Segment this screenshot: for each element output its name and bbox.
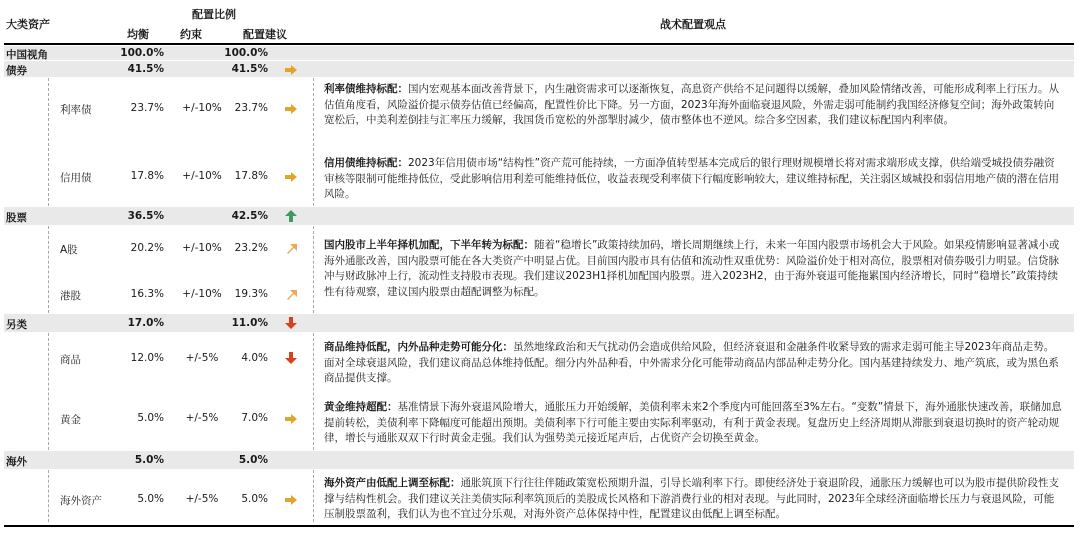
arrow-down-icon [284,317,298,329]
row-label-hk-shares: 港股 [60,290,81,302]
commodities-constraint: +/-5% [185,352,219,364]
alternatives-balanced: 17.0% [127,317,164,329]
row-label-gold: 黄金 [60,414,81,426]
vertical-divider-right [313,226,315,313]
view-title: 利率债维持标配： [324,83,408,95]
vertical-divider-right [313,78,315,206]
a-shares-recommendation: 23.2% [234,242,268,254]
rate-bonds-recommendation: 23.7% [234,102,268,114]
vertical-divider-right [313,333,315,450]
row-label-overseas-assets: 海外资产 [60,495,102,507]
view-text: 随着“稳增长”政策持续加码，增长周期继续上行，未来一年国内股票市场机会大于风险。如果疫情影响显著减小或海外通胀改善，国内股票可能在各大类资产中明显占优。目前国内股市具有估值和流动性双重优势：风险溢价处于相对高位，股票相对债券吸引力明显。信贷脉冲与财政脉冲上行，流动性支持股市表现。我们建议2023H1择机加配国内股票。进入2023H2，由于海外衰退可能拖累国内经济增长，同时“稳增长”政策持续性有待观察，建议国内股票由超配调整为标配。 [324,239,1060,298]
overseas-assets-recommendation: 5.0% [241,493,268,505]
arrow-right-icon [284,103,298,115]
china-recommendation: 100.0% [224,47,268,59]
band-alternatives [4,314,1074,332]
rate-bonds-constraint: +/-10% [182,102,222,114]
arrow-right-icon [284,171,298,183]
vertical-divider-left [48,333,50,450]
header-tactical-view: 战术配置观点 [660,18,726,31]
view-text: 虽然地缘政治和天气扰动仍会造成供给风险，但经济衰退和金融条件收紧导致的需求走弱可能主导2023年商品走势。面对全球衰退风险，我们建议商品总体维持低配。细分内外品种看，中外需求分化可能带动商品内部品种走势分化。国内基建持续发力、地产筑底，或为黑色系商品提供支撑。 [324,341,1059,384]
view-text: 2023年信用债市场“结构性”资产荒可能持续，一方面净值转型基本完成后的银行理财规模增长将对需求端形成支撑，供给端受城投债券融资审核等限制可能维持低位，受此影响信用利差可能维持低位，收益表现受利率债下行幅度影响较大，建议维持标配，关注弱区域城投和弱信用地产债的潜在信用风险。 [324,157,1059,200]
view-title: 国内股市上半年择机加配，下半年转为标配： [324,239,534,251]
row-label-bonds: 债券 [6,65,27,77]
arrow-up-right-icon [284,288,298,300]
stocks-balanced: 36.5% [127,210,164,222]
overseas-assets-constraint: +/-5% [185,493,219,505]
view-commodities [324,340,1064,387]
bonds-balanced: 41.5% [127,63,164,75]
hk-shares-recommendation: 19.3% [234,288,268,300]
view-rate-bonds [324,82,1064,129]
rate-bonds-balanced: 23.7% [130,102,164,114]
credit-bonds-recommendation: 17.8% [234,170,268,182]
arrow-up-icon [284,210,298,222]
a-shares-balanced: 20.2% [130,242,164,254]
commodities-balanced: 12.0% [130,352,164,364]
row-label-stocks: 股票 [6,212,27,224]
view-stocks [324,238,1064,300]
view-gold [324,400,1064,447]
row-label-china: 中国视角 [6,49,48,61]
band-stocks [4,207,1074,225]
arrow-right-icon [284,413,298,425]
band-overseas [4,451,1074,469]
overseas-recommendation: 5.0% [238,454,268,466]
view-text: 基准情景下海外衰退风险增大，通胀压力开始缓解，美债利率未来2个季度内可能回落至3%左右。“变数”情景下，海外通胀快速改善，联储加息提前转松，美债利率下降幅度可能超出预期。美债利率下行可能主要由实际利率驱动，有利于黄金表现。复盘历史上经济周期从滞胀到衰退切换时的资产轮动规律，增长与通胀双双下行时黄金走强。我们认为强势美元接近尾声后，占优资产会切换至黄金。 [324,401,1062,444]
view-credit-bonds [324,156,1064,203]
header-constraint: 约束 [180,28,202,41]
row-label-credit-bonds: 信用债 [60,172,92,184]
row-label-commodities: 商品 [60,354,81,366]
arrow-right-icon [284,494,298,506]
view-text: 通胀筑顶下行往往伴随政策宽松预期升温，引导长端利率下行。即使经济处于衰退阶段，通胀压力缓解也可以为股市提供阶段性支撑与结构性机会。我们建议关注美债实际利率筑顶后的美股成长风格和下游消费行业的相对表现。与此同时，2023年全球经济面临增长压力与衰退风险，可能压制股票盈利，我们认为也不宜过分乐观，对海外资产总体保持中性，配置建议由低配上调至标配。 [324,477,1059,520]
a-shares-constraint: +/-10% [182,242,222,254]
bonds-recommendation: 41.5% [231,63,268,75]
view-title: 商品维持低配，内外品种走势可能分化： [324,341,513,353]
arrow-right-icon [284,64,298,76]
row-label-alternatives: 另类 [6,319,27,331]
band-china [4,46,1074,60]
view-overseas [324,476,1064,523]
china-balanced: 100.0% [120,47,164,59]
header-divider [4,43,1074,45]
row-label-a-shares: A股 [60,244,78,256]
gold-balanced: 5.0% [137,412,164,424]
vertical-divider-left [48,226,50,313]
gold-recommendation: 7.0% [241,412,268,424]
header-recommendation: 配置建议 [243,28,287,41]
stocks-recommendation: 42.5% [231,210,268,222]
vertical-divider-left [48,470,50,522]
vertical-divider-left [48,78,50,206]
overseas-assets-balanced: 5.0% [137,493,164,505]
gold-constraint: +/-5% [185,412,219,424]
alternatives-recommendation: 11.0% [231,317,268,329]
view-title: 海外资产由低配上调至标配： [324,477,461,489]
hk-shares-constraint: +/-10% [182,288,222,300]
row-label-overseas: 海外 [6,456,27,468]
view-text: 国内宏观基本面改善背景下，内生融资需求可以逐渐恢复，高息资产供给不足问题得以缓解，叠加风险情绪改善，可能形成利率上行压力。从估值角度看，风险溢价提示债券估值已经偏高，配置性价比下降。另一方面，2023年海外面临衰退风险，外需走弱可能制约我国经济修复空间；海外政策转向宽松后，中美利差倒挂与汇率压力缓解，我国货币宽松的外部掣肘减少，债市整体也不逆风。综合多空因素，我们建议标配国内利率债。 [324,83,1059,126]
row-label-rate-bonds: 利率债 [60,104,92,116]
header-asset-class: 大类资产 [6,18,50,31]
arrow-down-icon [284,352,298,364]
arrow-up-right-icon [284,242,298,254]
vertical-divider-right [313,470,315,522]
view-title: 黄金维持超配： [324,401,398,413]
credit-bonds-constraint: +/-10% [182,170,222,182]
hk-shares-balanced: 16.3% [130,288,164,300]
table-bottom-border [4,525,1074,527]
header-balanced: 均衡 [127,28,149,41]
credit-bonds-balanced: 17.8% [130,170,164,182]
header-allocation-ratio: 配置比例 [192,8,236,21]
overseas-balanced: 5.0% [134,454,164,466]
view-title: 信用债维持标配： [324,157,408,169]
band-bonds [4,61,1074,77]
commodities-recommendation: 4.0% [241,352,268,364]
